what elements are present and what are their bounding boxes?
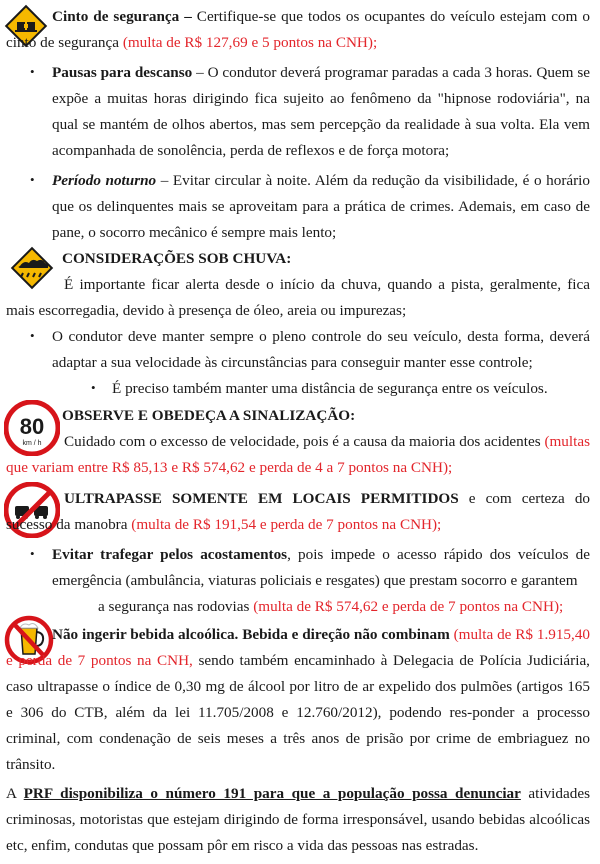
shoulder-penalty: (multa de R$ 574,62 e perda de 7 pontos na CNH);	[253, 598, 564, 615]
night-title: Período noturno	[52, 172, 157, 189]
alcohol-text: sendo também encaminhado à Delegacia de Polícia Judiciária, caso ultrapasse o índice de 0,30 mg de álcool por litro de ar expelido dos pulmões (artigos 165 e 306 do CTB, além da lei 11.705/2008 e 12.760/2012), podendo res-ponder a processo criminal, com condenação de seis meses a três anos de prisão por crime de embriaguez no trânsito.	[6, 652, 590, 773]
speed-limit-value: 80	[19, 414, 45, 439]
breaks-text: – O condutor deverá programar paradas a cada 3 horas. Quem se expõe a muitas horas dirigindo fica sujeito ao fenômeno da "hipnose rodoviária", na qual se mantém de olhos abertos, mas sem percepção da realidade à sua volta. Ela vem acompanhada de sonolência, perda de reflexos e de força motora;	[52, 64, 590, 159]
seatbelt-paragraph	[6, 4, 590, 56]
speed-paragraph	[6, 429, 590, 481]
speed-title: OBSERVE E OBEDEÇA A SINALIZAÇÃO:	[62, 407, 356, 424]
overtake-paragraph	[6, 486, 590, 538]
prf-title: PRF disponibiliza o número 191 para que a população possa denunciar	[23, 785, 521, 802]
alcohol-title: Não ingerir bebida alcoólica. Bebida e direção não combinam	[52, 626, 450, 643]
rain-bullet-2: •	[91, 380, 96, 395]
night-text: – Evitar circular à noite. Além da redução da visibilidade, é o horário que os delinquentes mais se aproveitam para a prática de crimes. Ademais, em caso de pane, o socorro mecânico é sempre mais lento;	[52, 172, 590, 241]
breaks-bullet: •	[30, 64, 35, 79]
speed-penalty: (multas que variam entre R$ 85,13 e R$ 574,62 e perda de 4 a 7 pontos na CNH);	[6, 433, 590, 476]
rain-title: CONSIDERAÇÕES SOB CHUVA:	[62, 250, 292, 267]
breaks-paragraph	[52, 60, 590, 164]
night-paragraph	[52, 168, 590, 246]
speed-limit-unit: km / h	[22, 440, 42, 447]
overtake-penalty: (multa de R$ 191,54 e perda de 7 pontos na CNH);	[131, 516, 442, 533]
rain-bullet-1: •	[30, 328, 35, 343]
prf-paragraph	[6, 781, 590, 859]
seatbelt-text: Certifique-se que todos os ocupantes do veículo estejam com o cinto de segurança	[6, 8, 591, 51]
night-bullet: •	[30, 172, 35, 187]
prf-text: atividades criminosas, motoristas que estejam dirigindo de forma irresponsável, usando bebidas alcoólicas etc, enfim, condutas que possam pôr em risco a vida das pessoas nas estradas.	[6, 785, 590, 854]
rain-item-1: O condutor deve manter sempre o pleno controle do seu veículo, desta forma, deverá adaptar a sua velocidade às circunstâncias para conseguir manter esse controle;	[52, 328, 590, 371]
rain-text: É importante ficar alerta desde o início da chuva, quando a pista, geralmente, fica mais escorregadia, devido à presença de óleo, areia ou impurezas;	[6, 276, 590, 319]
shoulder-bullet: •	[30, 546, 35, 561]
shoulder-paragraph-end	[98, 594, 590, 620]
shoulder-text: , pois impede o acesso rápido dos veículos de emergência (ambulância, viaturas policiais e resgates) que prestam socorro e garantem	[52, 546, 590, 589]
rain-paragraph	[6, 272, 590, 324]
shoulder-title: Evitar trafegar pelos acostamentos	[52, 546, 288, 563]
breaks-title: Pausas para descanso	[52, 64, 193, 81]
seatbelt-title: Cinto de segurança –	[52, 8, 192, 25]
alcohol-paragraph	[6, 622, 590, 778]
overtake-text: e com certeza do sucesso da manobra	[6, 490, 591, 533]
seatbelt-penalty: (multa de R$ 127,69 e 5 pontos na CNH);	[122, 34, 378, 51]
shoulder-text-2: a segurança nas rodovias	[98, 598, 254, 615]
overtake-title: ULTRAPASSE SOMENTE EM LOCAIS PERMITIDOS	[64, 490, 459, 507]
rain-item-2: É preciso também manter uma distância de segurança entre os veículos.	[112, 380, 548, 397]
speed-text: Cuidado com o excesso de velocidade, pois é a causa da maioria dos acidentes	[64, 433, 545, 450]
prf-lead: A	[6, 785, 24, 802]
shoulder-paragraph	[52, 542, 590, 594]
alcohol-penalty: (multa de R$ 1.915,40 e perda de 7 pontos na CNH,	[6, 626, 591, 669]
